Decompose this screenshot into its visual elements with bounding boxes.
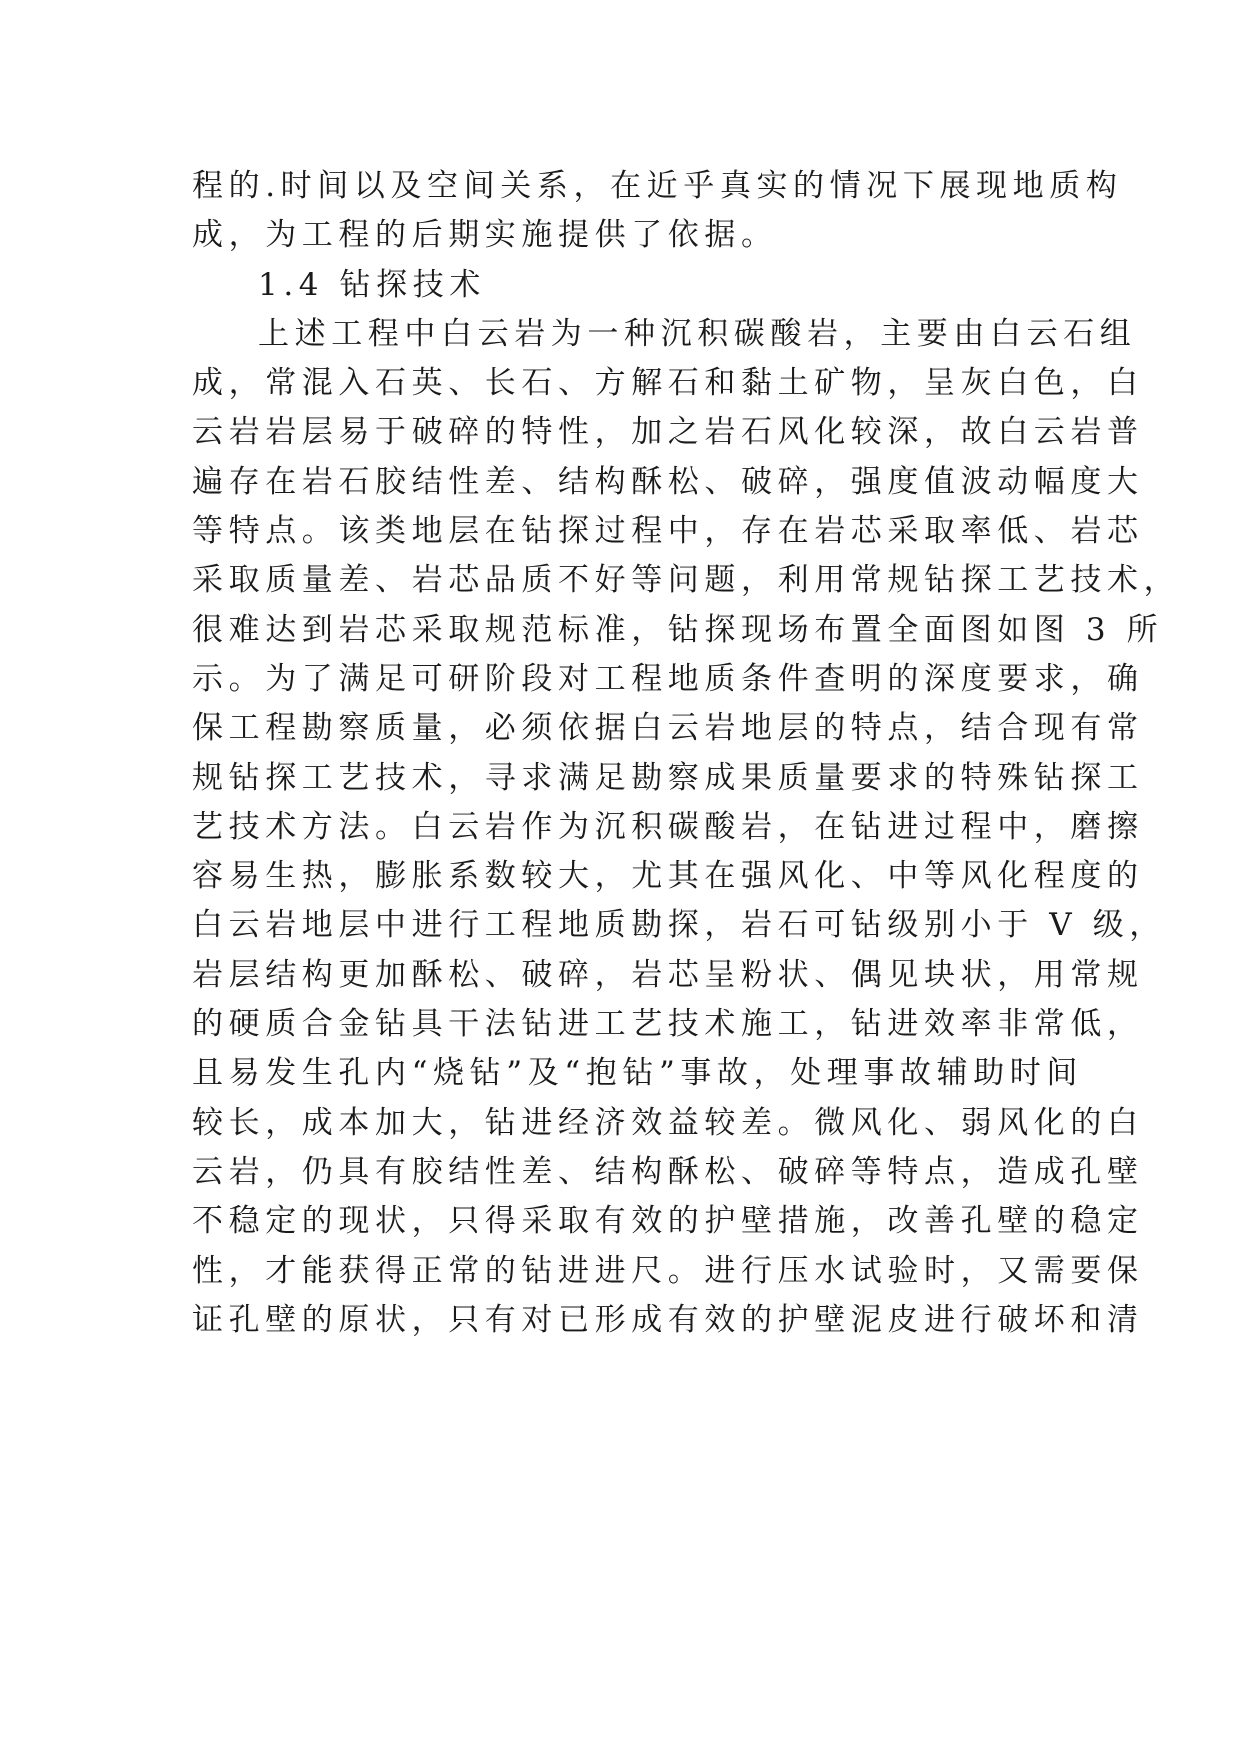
text-line: 的硬质合金钻具干法钻进工艺技术施工，钻进效率非常低，: [192, 1006, 1144, 1043]
text-line: 很难达到岩芯采取规范标准，钻探现场布置全面图如图 3 所: [192, 611, 1164, 648]
text-line: 性，才能获得正常的钻进进尺。进行压水试验时，又需要保: [192, 1252, 1144, 1289]
section-heading: 1.4 钻探技术: [258, 266, 486, 303]
text-line: 云岩，仍具有胶结性差、结构酥松、破碎等特点，造成孔壁: [192, 1153, 1144, 1190]
text-line: 成，常混入石英、长石、方解石和黏土矿物，呈灰白色，白: [192, 365, 1144, 402]
text-line: 且易发生孔内“烧钻”及“抱钻”事故，处理事故辅助时间: [192, 1055, 1083, 1092]
text-line: 证孔壁的原状，只有对已形成有效的护壁泥皮进行破坏和清: [192, 1301, 1144, 1338]
text-line: 等特点。该类地层在钻探过程中，存在岩芯采取率低、岩芯: [192, 513, 1144, 550]
text-line: 规钻探工艺技术，寻求满足勘察成果质量要求的特殊钻探工: [192, 759, 1144, 796]
text-line: 云岩岩层易于破碎的特性，加之岩石风化较深，故白云岩普: [192, 414, 1144, 451]
text-line: 成，为工程的后期实施提供了依据。: [192, 217, 778, 254]
text-line: 遍存在岩石胶结性差、结构酥松、破碎，强度值波动幅度大: [192, 463, 1144, 500]
text-line: 容易生热，膨胀系数较大，尤其在强风化、中等风化程度的: [192, 858, 1144, 895]
text-line: 保工程勘察质量，必须依据白云岩地层的特点，结合现有常: [192, 710, 1144, 747]
text-line: 程的.时间以及空间关系，在近乎真实的情况下展现地质构: [192, 168, 1123, 204]
text-line: 采取质量差、岩芯品质不好等问题，利用常规钻探工艺技术，: [192, 562, 1181, 599]
text-line: 白云岩地层中进行工程地质勘探，岩石可钻级别小于 V 级，: [192, 907, 1166, 944]
text-line: 较长，成本加大，钻进经济效益较差。微风化、弱风化的白: [192, 1104, 1144, 1141]
text-line: 岩层结构更加酥松、破碎，岩芯呈粉状、偶见块状，用常规: [192, 956, 1144, 993]
text-line: 艺技术方法。白云岩作为沉积碳酸岩，在钻进过程中，磨擦: [192, 808, 1144, 845]
text-line: 不稳定的现状，只得采取有效的护壁措施，改善孔壁的稳定: [192, 1203, 1144, 1240]
body-text: [192, 162, 1181, 1345]
text-line: 示。为了满足可研阶段对工程地质条件查明的深度要求，确: [192, 660, 1144, 697]
text-line: 上述工程中白云岩为一种沉积碳酸岩，主要由白云石组: [258, 315, 1137, 352]
